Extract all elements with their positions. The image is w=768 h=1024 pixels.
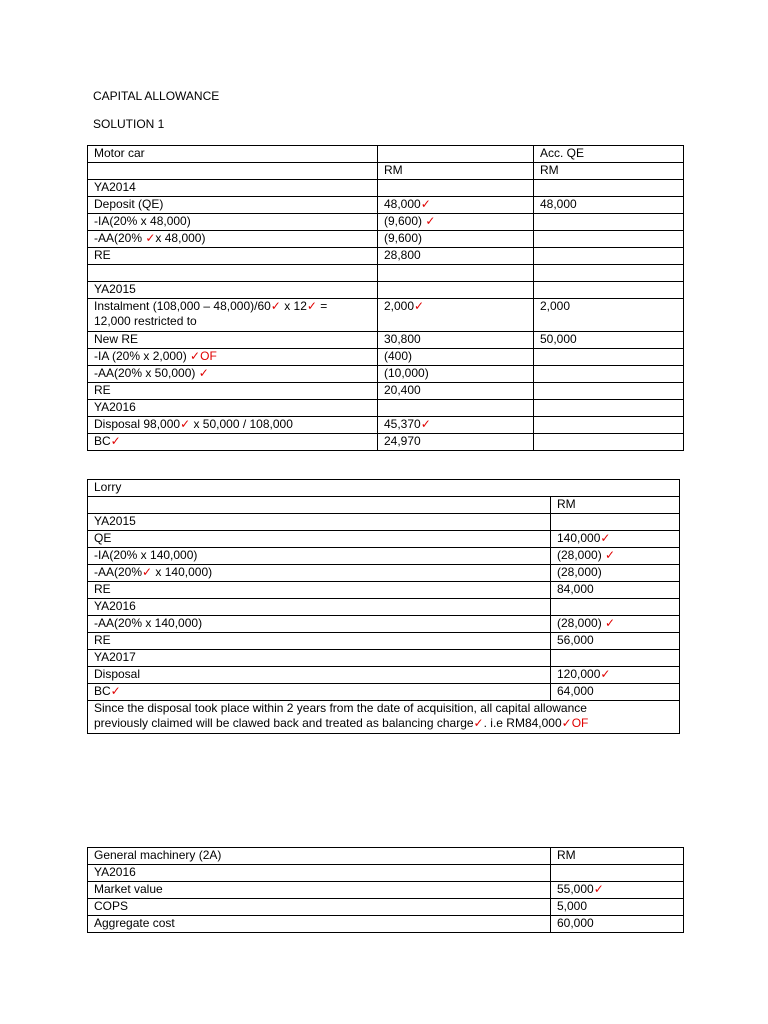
row-label: New RE xyxy=(88,332,378,349)
row-label xyxy=(88,565,551,582)
amount-text: 120,000 xyxy=(557,667,601,681)
row-acc: 50,000 xyxy=(534,332,684,349)
row-label xyxy=(88,366,378,383)
row-amount xyxy=(378,282,534,299)
row-amount: 24,970 xyxy=(378,434,534,451)
label-text: = xyxy=(316,299,328,313)
row-label: Market value xyxy=(88,882,551,899)
row-acc xyxy=(534,282,684,299)
row-amount: 84,000 xyxy=(551,582,680,599)
row-acc xyxy=(534,180,684,197)
check-mark-icon: ✓ xyxy=(110,684,121,698)
label-text: 12,000 restricted to xyxy=(94,314,197,328)
row-amount xyxy=(378,180,534,197)
lorry-header: Lorry xyxy=(88,480,680,497)
acc-qe-header: Acc. QE xyxy=(534,146,684,163)
table-row xyxy=(88,616,680,633)
table-row xyxy=(88,197,684,214)
table-row xyxy=(88,146,684,163)
label-text: x 12 xyxy=(280,299,307,313)
table-row xyxy=(88,565,680,582)
document-title: CAPITAL ALLOWANCE xyxy=(93,89,220,103)
row-amount xyxy=(551,514,680,531)
table-row xyxy=(88,582,680,599)
row-amount: (28,000) xyxy=(551,565,680,582)
amount-text: (28,000) xyxy=(557,616,606,630)
table-row xyxy=(88,417,684,434)
table-row xyxy=(88,599,680,616)
row-label: -IA(20% x 140,000) xyxy=(88,548,551,565)
row-label: -AA(20% x 140,000) xyxy=(88,616,551,633)
row-label: YA2016 xyxy=(88,599,551,616)
units-rm: RM xyxy=(551,497,680,514)
row-label xyxy=(88,231,378,248)
row-label: RE xyxy=(88,248,378,265)
row-label: YA2015 xyxy=(88,282,378,299)
row-label xyxy=(88,434,378,451)
row-acc: 2,000 xyxy=(534,299,684,332)
table-row xyxy=(88,882,684,899)
table-row xyxy=(88,180,684,197)
row-label: YA2015 xyxy=(88,514,551,531)
check-mark-icon: ✓ xyxy=(180,417,191,431)
check-mark-icon: ✓ xyxy=(414,299,425,313)
table-row xyxy=(88,633,680,650)
table-row xyxy=(88,349,684,366)
row-amount xyxy=(378,417,534,434)
row-acc xyxy=(534,417,684,434)
label-text: Disposal 98,000 xyxy=(94,417,181,431)
machinery-table xyxy=(87,847,684,933)
row-amount xyxy=(551,531,680,548)
amount-text: 45,370 xyxy=(384,417,421,431)
row-label: RE xyxy=(88,383,378,400)
solution-heading: SOLUTION 1 xyxy=(93,117,165,131)
check-mark-icon: ✓ xyxy=(420,417,431,431)
lorry-table xyxy=(87,479,680,734)
row-label: QE xyxy=(88,531,551,548)
label-text: x 48,000) xyxy=(155,231,206,245)
check-mark-icon: ✓ xyxy=(110,434,121,448)
label-text: -AA(20% x 50,000) xyxy=(94,366,199,380)
label-text: Instalment (108,000 – 48,000)/60 xyxy=(94,299,271,313)
table-row xyxy=(88,214,684,231)
table-row xyxy=(88,299,684,332)
row-amount xyxy=(551,548,680,565)
row-label: Disposal xyxy=(88,667,551,684)
label-text: -IA (20% x 2,000) xyxy=(94,349,191,363)
table-row xyxy=(88,282,684,299)
row-label xyxy=(88,299,378,332)
row-label: YA2016 xyxy=(88,865,551,882)
amount-text: (9,600) xyxy=(384,214,426,228)
table-row xyxy=(88,531,680,548)
row-amount xyxy=(378,400,534,417)
row-acc xyxy=(534,383,684,400)
check-mark-icon: ✓ xyxy=(593,882,604,896)
units-blank xyxy=(88,497,551,514)
row-label xyxy=(88,349,378,366)
table-row xyxy=(88,366,684,383)
check-mark-icon: ✓ xyxy=(473,716,484,730)
check-mark-icon: ✓ xyxy=(145,231,156,245)
row-label: RE xyxy=(88,633,551,650)
table-row xyxy=(88,248,684,265)
row-label: YA2017 xyxy=(88,650,551,667)
row-amount xyxy=(551,616,680,633)
of-mark: OF xyxy=(571,716,589,730)
row-label: YA2016 xyxy=(88,400,378,417)
label-text: -AA(20% xyxy=(94,231,146,245)
table-row xyxy=(88,163,684,180)
amount-text: 2,000 xyxy=(384,299,415,313)
table-row xyxy=(88,265,684,282)
label-text: BC xyxy=(94,434,111,448)
table-row xyxy=(88,480,680,497)
check-mark-icon: ✓ xyxy=(198,366,209,380)
table-row xyxy=(88,650,680,667)
row-amount xyxy=(551,882,684,899)
amount-text: 48,000 xyxy=(384,197,421,211)
row-amount xyxy=(378,299,534,332)
header-blank xyxy=(378,146,534,163)
amount-text: 140,000 xyxy=(557,531,601,545)
check-mark-icon: ✓ xyxy=(561,716,572,730)
table-row xyxy=(88,701,680,734)
label-text: x 50,000 / 108,000 xyxy=(190,417,293,431)
table-row xyxy=(88,865,684,882)
row-amount: 64,000 xyxy=(551,684,680,701)
table-row xyxy=(88,497,680,514)
units-rm: RM xyxy=(551,848,684,865)
label-text: x 140,000) xyxy=(152,565,213,579)
table-row xyxy=(88,400,684,417)
note-text: previously claimed will be clawed back and treated as balancing charge xyxy=(94,716,474,730)
row-amount: 30,800 xyxy=(378,332,534,349)
row-acc xyxy=(534,265,684,282)
lorry-note xyxy=(88,701,680,734)
row-amount: 20,400 xyxy=(378,383,534,400)
check-mark-icon: ✓ xyxy=(600,531,611,545)
row-amount xyxy=(551,650,680,667)
row-acc: 48,000 xyxy=(534,197,684,214)
check-mark-icon: ✓ xyxy=(190,349,201,363)
table-row xyxy=(88,231,684,248)
row-amount: (10,000) xyxy=(378,366,534,383)
row-acc xyxy=(534,349,684,366)
amount-text: (28,000) xyxy=(557,548,606,562)
row-acc xyxy=(534,434,684,451)
machinery-header: General machinery (2A) xyxy=(88,848,551,865)
units-rm: RM xyxy=(378,163,534,180)
row-label: YA2014 xyxy=(88,180,378,197)
table-row xyxy=(88,514,680,531)
row-acc xyxy=(534,231,684,248)
row-amount: 56,000 xyxy=(551,633,680,650)
row-amount: (9,600) xyxy=(378,231,534,248)
motor-car-table xyxy=(87,145,684,451)
label-text: -AA(20% xyxy=(94,565,143,579)
check-mark-icon: ✓ xyxy=(142,565,153,579)
check-mark-icon: ✓ xyxy=(605,616,616,630)
check-mark-icon: ✓ xyxy=(600,667,611,681)
table-row xyxy=(88,848,684,865)
check-mark-icon: ✓ xyxy=(425,214,436,228)
row-amount xyxy=(551,865,684,882)
motor-car-header: Motor car xyxy=(88,146,378,163)
row-label xyxy=(88,265,378,282)
row-amount xyxy=(378,265,534,282)
row-acc xyxy=(534,248,684,265)
table-row xyxy=(88,332,684,349)
row-label: Deposit (QE) xyxy=(88,197,378,214)
amount-text: 55,000 xyxy=(557,882,594,896)
row-acc xyxy=(534,214,684,231)
row-amount xyxy=(378,197,534,214)
check-mark-icon: ✓ xyxy=(420,197,431,211)
table-row xyxy=(88,383,684,400)
check-mark-icon: ✓ xyxy=(270,299,281,313)
of-mark: OF xyxy=(200,349,217,363)
row-acc xyxy=(534,400,684,417)
note-text: . i.e RM84,000 xyxy=(483,716,562,730)
table-row xyxy=(88,916,684,933)
row-label: COPS xyxy=(88,899,551,916)
check-mark-icon: ✓ xyxy=(306,299,317,313)
units-rm-acc: RM xyxy=(534,163,684,180)
row-amount: 5,000 xyxy=(551,899,684,916)
row-amount xyxy=(551,667,680,684)
row-label: RE xyxy=(88,582,551,599)
note-text: Since the disposal took place within 2 years from the date of acquisition, all capital allowance xyxy=(94,701,587,715)
table-row xyxy=(88,899,684,916)
table-row xyxy=(88,434,684,451)
row-acc xyxy=(534,366,684,383)
table-row xyxy=(88,684,680,701)
check-mark-icon: ✓ xyxy=(605,548,616,562)
table-row xyxy=(88,548,680,565)
row-amount: 28,800 xyxy=(378,248,534,265)
label-text: BC xyxy=(94,684,111,698)
table-row xyxy=(88,667,680,684)
units-blank xyxy=(88,163,378,180)
row-amount: 60,000 xyxy=(551,916,684,933)
row-amount xyxy=(378,214,534,231)
row-amount: (400) xyxy=(378,349,534,366)
row-amount xyxy=(551,599,680,616)
row-label: -IA(20% x 48,000) xyxy=(88,214,378,231)
row-label xyxy=(88,684,551,701)
row-label: Aggregate cost xyxy=(88,916,551,933)
row-label xyxy=(88,417,378,434)
